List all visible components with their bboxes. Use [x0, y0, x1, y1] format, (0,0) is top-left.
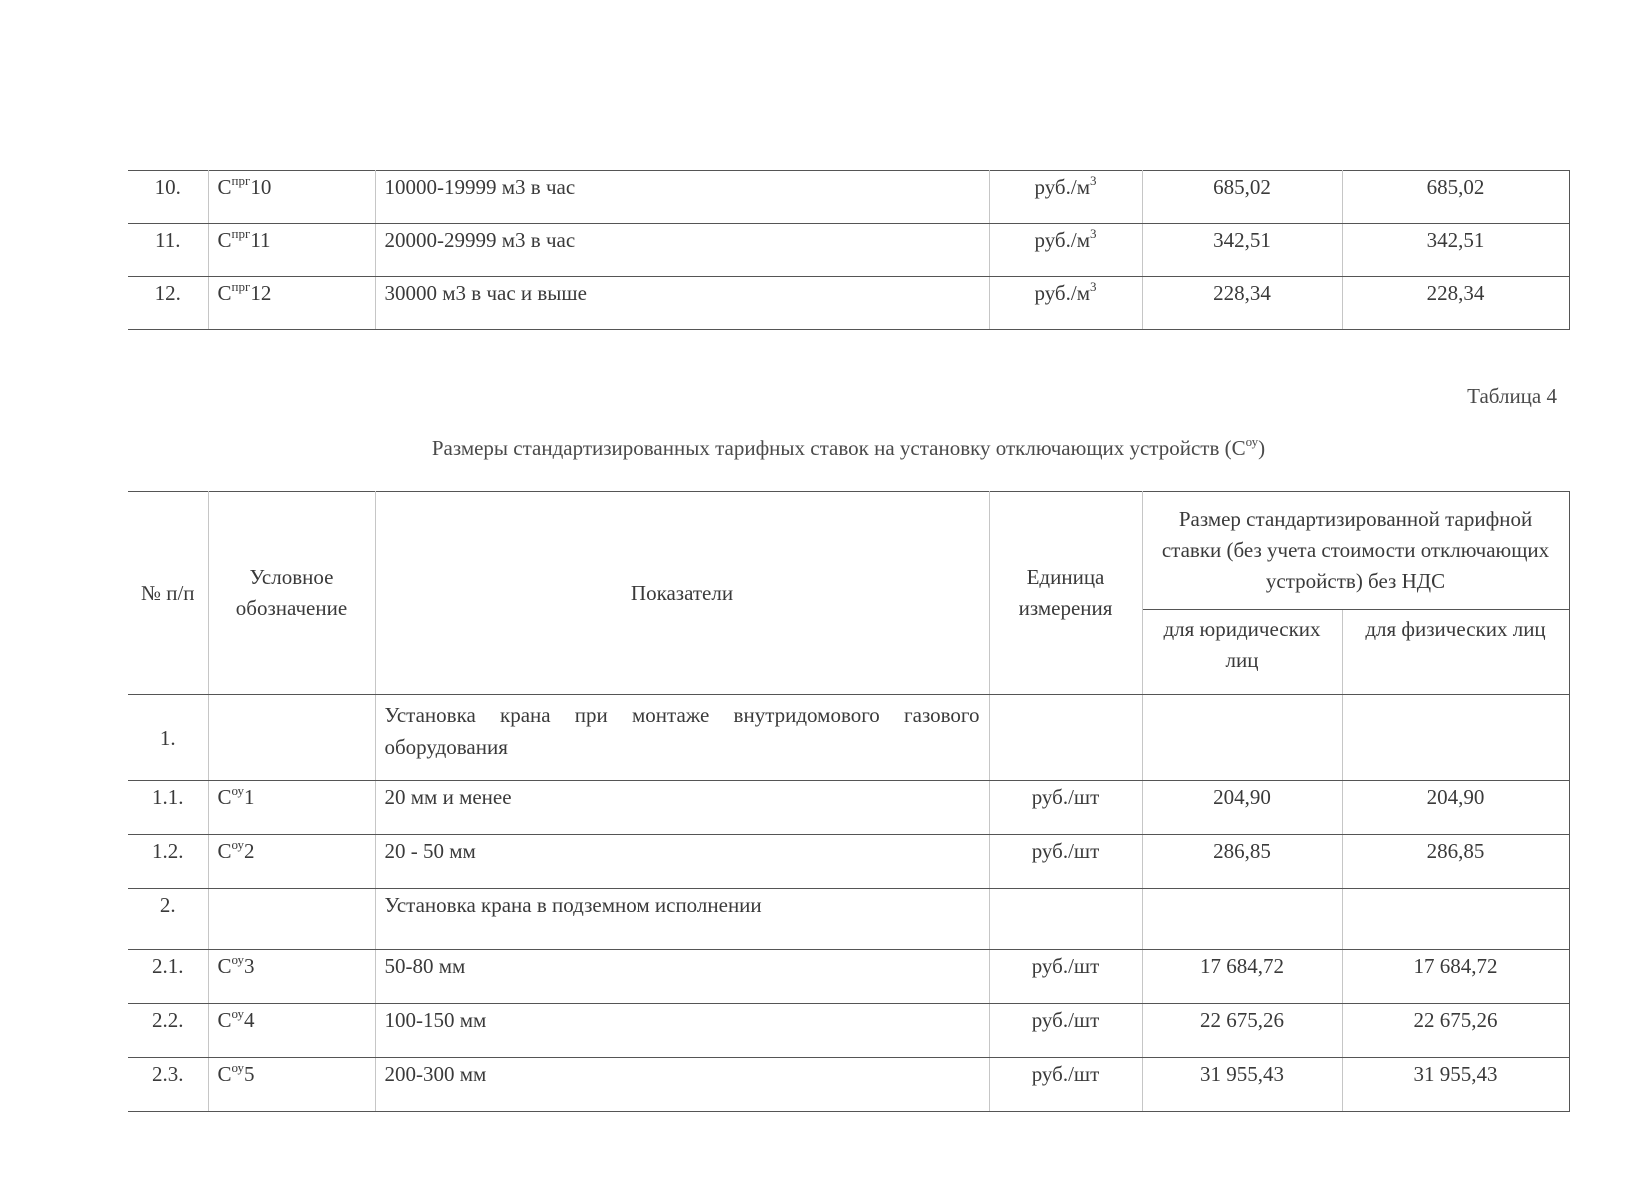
- row-individual-value: 286,85: [1342, 835, 1569, 889]
- header-indicator: Показатели: [375, 492, 989, 695]
- previous-table: [128, 170, 1570, 330]
- row-legal-value: 342,51: [1142, 224, 1342, 277]
- row-individual-value: 22 675,26: [1342, 1004, 1569, 1058]
- row-number: 2.3.: [128, 1058, 208, 1112]
- row-indicator: 30000 м3 в час и выше: [375, 277, 989, 330]
- section-legal-empty: [1142, 695, 1342, 781]
- row-individual-value: 204,90: [1342, 781, 1569, 835]
- row-individual-value: 17 684,72: [1342, 950, 1569, 1004]
- row-legal-value: 228,34: [1142, 277, 1342, 330]
- section-individual-empty: [1342, 695, 1569, 781]
- row-symbol: $С^{оу}2$: [208, 835, 375, 889]
- row-legal-value: 685,02: [1142, 171, 1342, 224]
- table-row: [128, 171, 1569, 224]
- section-row: [128, 695, 1569, 781]
- row-indicator: 200-300 мм: [375, 1058, 989, 1112]
- row-number: 1.1.: [128, 781, 208, 835]
- row-number: 11.: [128, 224, 208, 277]
- row-unit: руб./шт: [989, 1058, 1142, 1112]
- row-symbol: $С^{прг}11$: [208, 224, 375, 277]
- row-unit: $руб./м^3$: [989, 171, 1142, 224]
- row-symbol: $С^{оу}1$: [208, 781, 375, 835]
- row-legal-value: 204,90: [1142, 781, 1342, 835]
- section-unit-empty: [989, 695, 1142, 781]
- row-legal-value: 286,85: [1142, 835, 1342, 889]
- row-symbol: $С^{оу}4$: [208, 1004, 375, 1058]
- row-symbol: $С^{оу}5$: [208, 1058, 375, 1112]
- section-title: Установка крана при монтаже внутридомового газового оборудования: [375, 695, 989, 781]
- row-unit: руб./шт: [989, 950, 1142, 1004]
- row-unit: руб./шт: [989, 1004, 1142, 1058]
- table-row: [128, 950, 1569, 1004]
- row-number: 2.2.: [128, 1004, 208, 1058]
- row-indicator: 50-80 мм: [375, 950, 989, 1004]
- row-number: 10.: [128, 171, 208, 224]
- header-legal: для юридических лиц: [1142, 610, 1342, 695]
- row-number: 2.1.: [128, 950, 208, 1004]
- table-row: [128, 781, 1569, 835]
- table-row: [128, 835, 1569, 889]
- row-indicator: 100-150 мм: [375, 1004, 989, 1058]
- row-legal-value: 17 684,72: [1142, 950, 1342, 1004]
- table-row: [128, 224, 1569, 277]
- row-indicator: 10000-19999 м3 в час: [375, 171, 989, 224]
- section-symbol-empty: [208, 889, 375, 950]
- header-number: № п/п: [128, 492, 208, 695]
- row-symbol: $С^{прг}10$: [208, 171, 375, 224]
- table-row: [128, 1004, 1569, 1058]
- row-legal-value: 22 675,26: [1142, 1004, 1342, 1058]
- section-individual-empty: [1342, 889, 1569, 950]
- table-row: [128, 277, 1569, 330]
- header-rate-size: Размер стандартизированной тарифной ставки (без учета стоимости отключающих устройств) без НДС: [1142, 492, 1569, 610]
- row-legal-value: 31 955,43: [1142, 1058, 1342, 1112]
- tariff-table: [128, 491, 1570, 1112]
- row-individual-value: 342,51: [1342, 224, 1569, 277]
- row-indicator: 20000-29999 м3 в час: [375, 224, 989, 277]
- table-label: Таблица 4: [1467, 384, 1557, 408]
- row-individual-value: 685,02: [1342, 171, 1569, 224]
- section-title: Установка крана в подземном исполнении: [375, 889, 989, 950]
- row-individual-value: 228,34: [1342, 277, 1569, 330]
- section-unit-empty: [989, 889, 1142, 950]
- row-unit: $руб./м^3$: [989, 224, 1142, 277]
- table-title: Размеры стандартизированных тарифных ставок на установку отключающих устройств $(С^{оу})$: [431, 434, 1266, 460]
- header-unit: Единица измерения: [989, 492, 1142, 695]
- row-unit: руб./шт: [989, 835, 1142, 889]
- header-row: [128, 492, 1569, 610]
- row-symbol: $С^{прг}12$: [208, 277, 375, 330]
- row-number: 1.2.: [128, 835, 208, 889]
- section-symbol-empty: [208, 695, 375, 781]
- row-symbol: $С^{оу}3$: [208, 950, 375, 1004]
- row-unit: руб./шт: [989, 781, 1142, 835]
- row-number: 12.: [128, 277, 208, 330]
- row-indicator: 20 мм и менее: [375, 781, 989, 835]
- table-row: [128, 1058, 1569, 1112]
- section-row: [128, 889, 1569, 950]
- row-unit: $руб./м^3$: [989, 277, 1142, 330]
- row-individual-value: 31 955,43: [1342, 1058, 1569, 1112]
- header-individual: для физических лиц: [1342, 610, 1569, 695]
- section-number: 1.: [128, 695, 208, 781]
- section-legal-empty: [1142, 889, 1342, 950]
- header-symbol: Условное обозначение: [208, 492, 375, 695]
- row-indicator: 20 - 50 мм: [375, 835, 989, 889]
- section-number: 2.: [128, 889, 208, 950]
